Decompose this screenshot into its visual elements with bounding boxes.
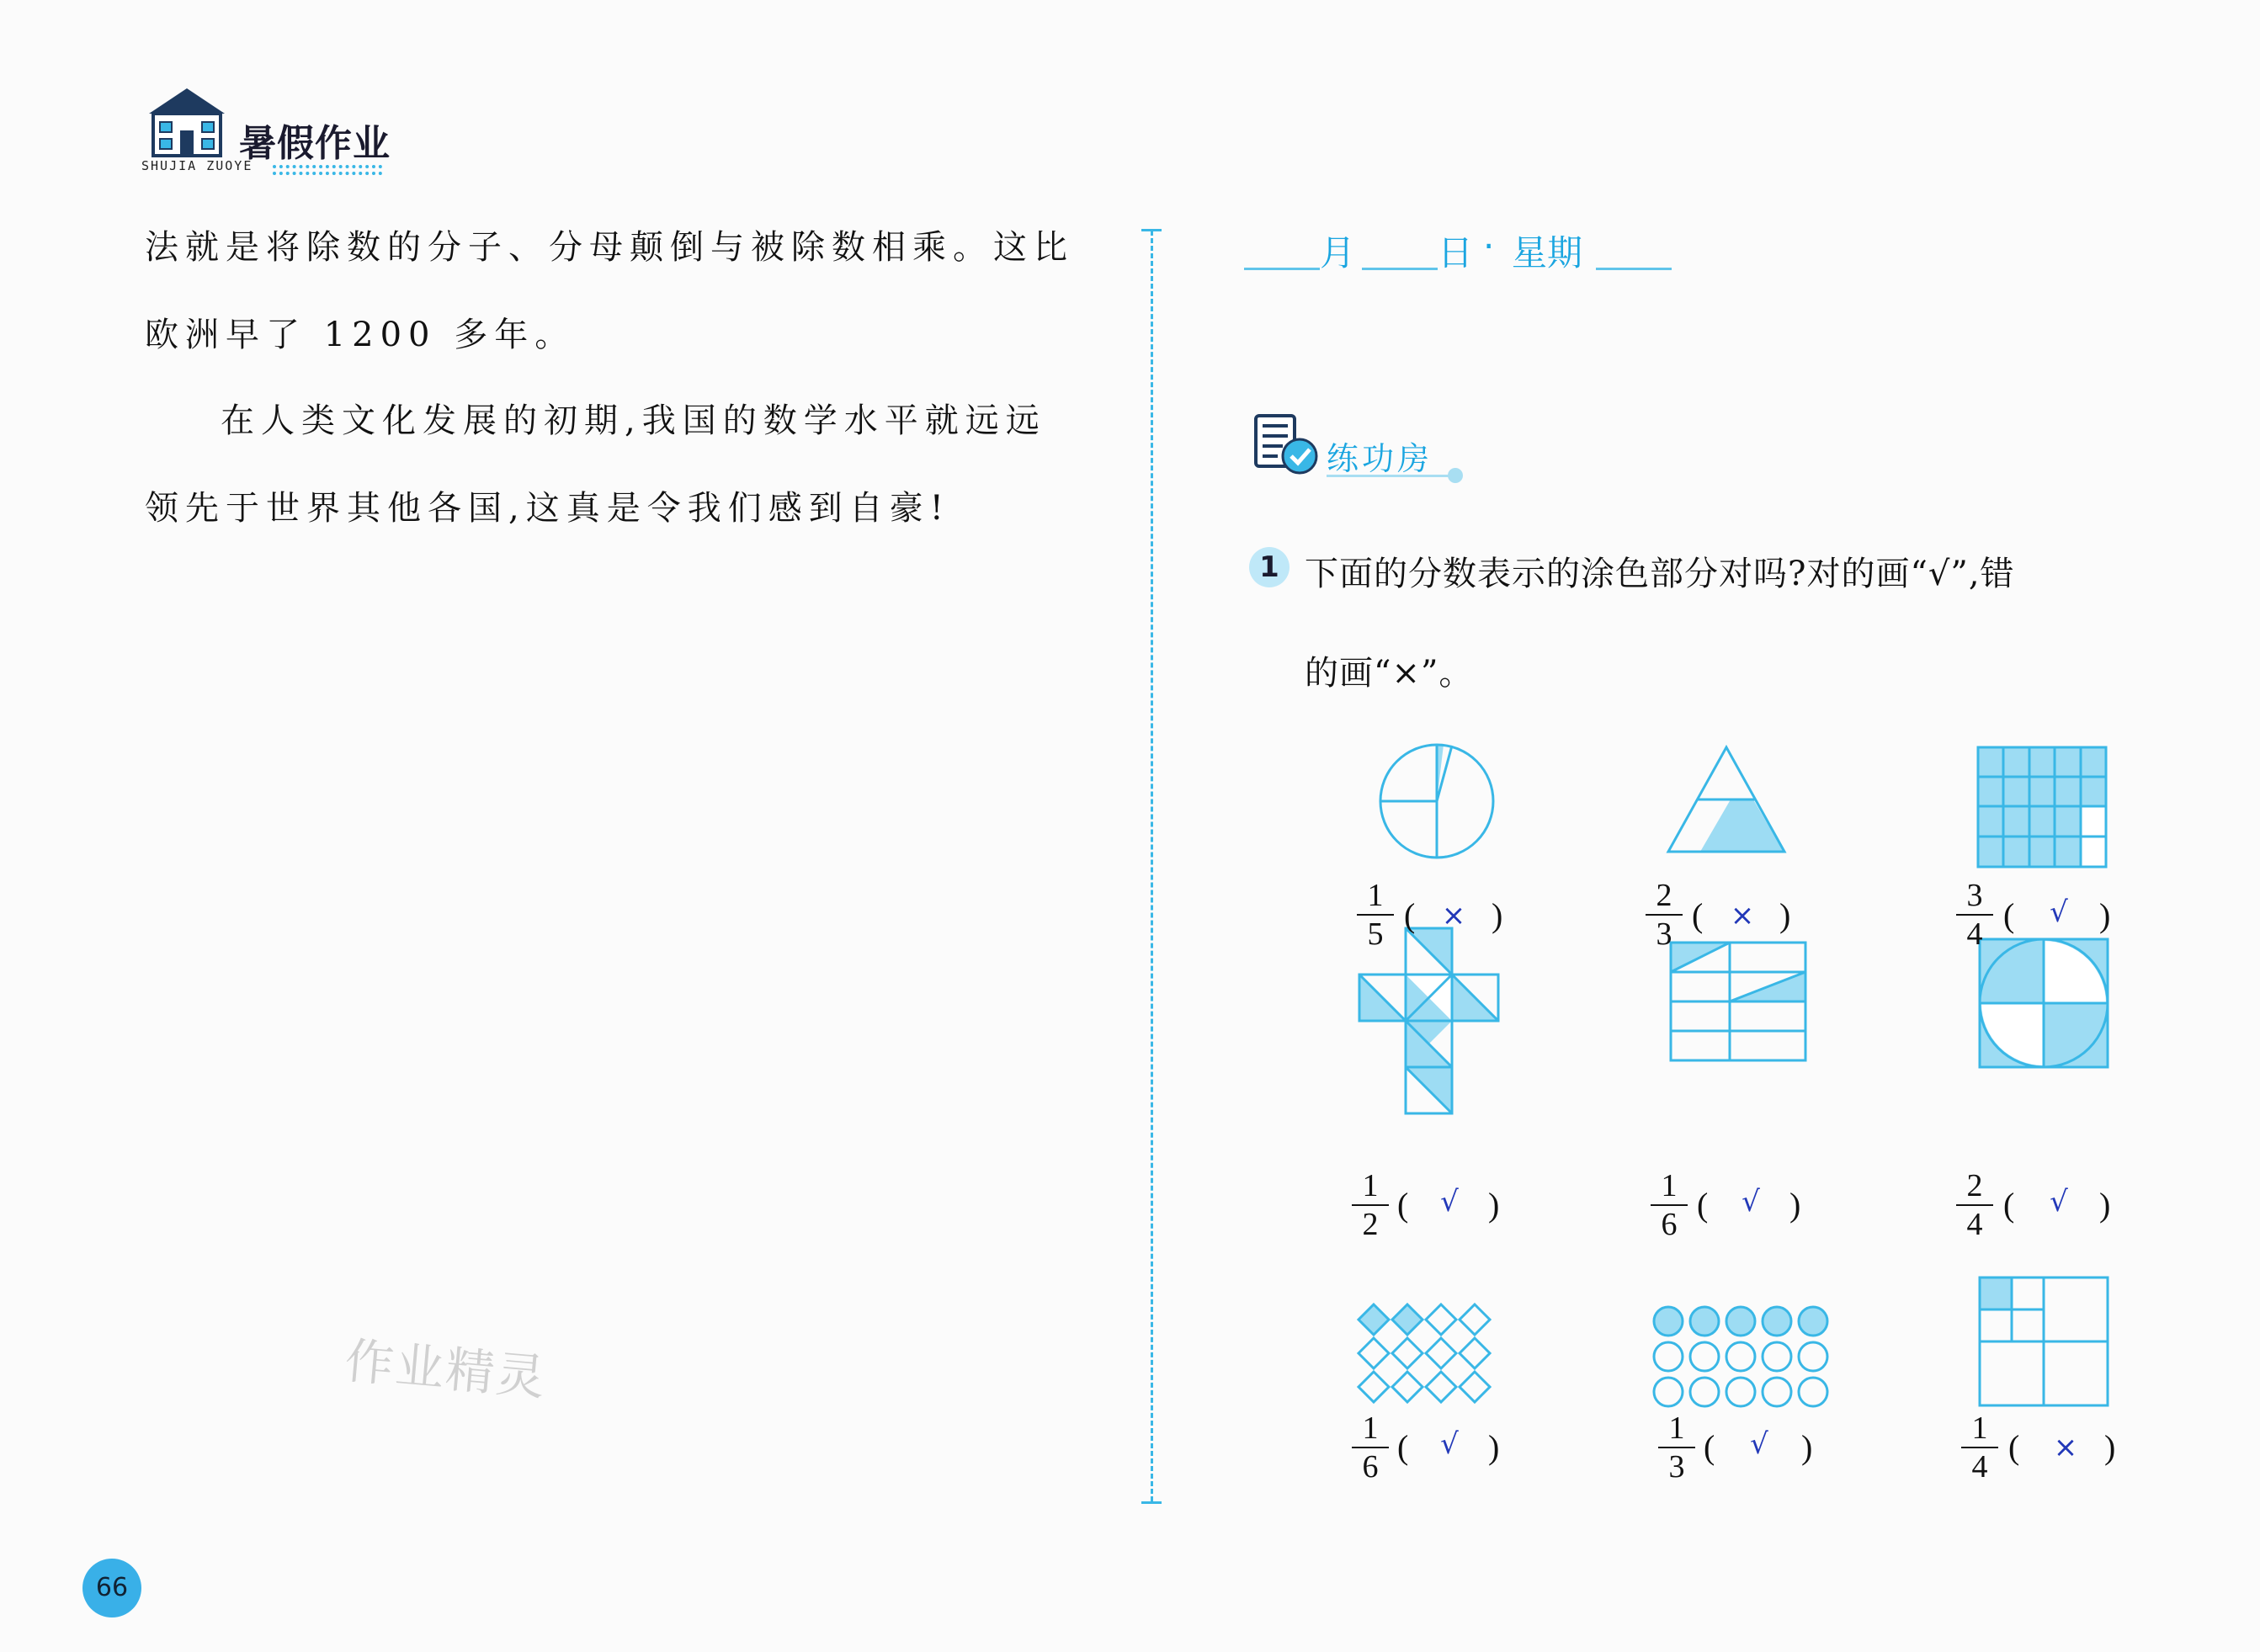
header-logo xyxy=(141,84,397,177)
paren-open-9: ( xyxy=(2008,1428,2020,1466)
answer-7[interactable]: √ xyxy=(1440,1427,1459,1461)
paren-open-7: ( xyxy=(1397,1428,1409,1466)
fraction-5: 1 6 xyxy=(1651,1170,1688,1240)
page-divider xyxy=(1151,231,1153,1501)
paren-close-4: ) xyxy=(1488,1186,1500,1224)
paren-close-5: ) xyxy=(1789,1186,1801,1224)
header-dots-2 xyxy=(273,172,382,175)
weekday-label: 星期 xyxy=(1512,232,1583,274)
question-text-line-1: 下面的分数表示的涂色部分对吗?对的画“√”,错 xyxy=(1305,555,2015,593)
answer-1[interactable]: × xyxy=(1441,899,1466,932)
date-separator: · xyxy=(1483,226,1495,267)
month-blank[interactable] xyxy=(1244,268,1320,270)
fraction-9: 1 4 xyxy=(1961,1412,1998,1483)
paren-open-1: ( xyxy=(1404,896,1416,934)
section-title: 练功房 xyxy=(1327,440,1433,477)
left-paragraph-line-2: 欧洲早了 1200 多年。 xyxy=(145,316,576,354)
paren-open-6: ( xyxy=(2003,1186,2015,1224)
figure-grid xyxy=(1978,747,2106,867)
paren-close-8: ) xyxy=(1801,1428,1813,1466)
paren-close-2: ) xyxy=(1779,896,1791,934)
school-building-icon xyxy=(145,84,229,160)
fraction-2: 2 3 xyxy=(1646,879,1683,950)
figure-squares xyxy=(1980,1278,2108,1405)
question-text-line-2: 的画“×”。 xyxy=(1305,654,1474,693)
left-paragraph-line-1: 法就是将除数的分子、分母颠倒与被除数相乘。这比 xyxy=(145,228,1074,267)
header-subtitle: SHUJIA ZUOYE xyxy=(141,158,253,173)
day-blank[interactable] xyxy=(1362,268,1438,270)
answer-3[interactable]: √ xyxy=(2050,895,2068,929)
header-title: 暑假作业 xyxy=(239,122,391,165)
paren-open-3: ( xyxy=(2003,896,2015,934)
figure-diamonds xyxy=(1359,1304,1490,1402)
section-dot xyxy=(1448,468,1463,483)
figure-circles xyxy=(1654,1307,1827,1406)
month-label: 月 xyxy=(1320,232,1356,274)
paren-close-6: ) xyxy=(2099,1186,2111,1224)
question-number: 1 xyxy=(1249,547,1290,587)
paren-open-2: ( xyxy=(1692,896,1704,934)
paren-open-8: ( xyxy=(1704,1428,1715,1466)
paren-close-1: ) xyxy=(1492,896,1503,934)
divider-cap-top xyxy=(1141,229,1162,231)
page-number: 66 xyxy=(82,1559,141,1617)
fraction-7: 1 6 xyxy=(1352,1412,1389,1483)
figure-triangle xyxy=(1668,747,1784,852)
answer-8[interactable]: √ xyxy=(1750,1427,1768,1461)
answer-5[interactable]: √ xyxy=(1742,1185,1760,1219)
figure-rectangle xyxy=(1671,943,1805,1060)
figure-circle xyxy=(1380,744,1493,858)
paren-close-3: ) xyxy=(2099,896,2111,934)
header-dots xyxy=(273,165,382,168)
figure-cross xyxy=(1359,928,1498,1113)
day-label: 日 xyxy=(1438,232,1474,274)
fraction-6: 2 4 xyxy=(1956,1170,1993,1240)
answer-2[interactable]: × xyxy=(1730,899,1755,932)
fraction-4: 1 2 xyxy=(1352,1170,1389,1240)
section-underline xyxy=(1327,475,1453,477)
fraction-3: 3 4 xyxy=(1956,879,1993,950)
answer-4[interactable]: √ xyxy=(1440,1185,1459,1219)
paren-open-4: ( xyxy=(1397,1186,1409,1224)
checklist-icon xyxy=(1252,412,1320,476)
fraction-1: 1 5 xyxy=(1357,879,1394,950)
watermark: 作业精灵 xyxy=(343,1331,550,1407)
paren-open-5: ( xyxy=(1697,1186,1709,1224)
figure-circle-in-square xyxy=(1980,939,2108,1067)
answer-9[interactable]: × xyxy=(2053,1431,2078,1464)
weekday-blank[interactable] xyxy=(1596,268,1672,270)
left-paragraph-line-3: 在人类文化发展的初期,我国的数学水平就远远 xyxy=(221,401,1046,440)
paren-close-7: ) xyxy=(1488,1428,1500,1466)
paren-close-9: ) xyxy=(2104,1428,2116,1466)
left-paragraph-line-4: 领先于世界其他各国,这真是令我们感到自豪! xyxy=(145,489,950,528)
figures-area xyxy=(1338,732,2214,1473)
fraction-8: 1 3 xyxy=(1658,1412,1695,1483)
section-header xyxy=(1252,412,1471,480)
divider-cap-bottom xyxy=(1141,1501,1162,1504)
answer-6[interactable]: √ xyxy=(2050,1185,2068,1219)
